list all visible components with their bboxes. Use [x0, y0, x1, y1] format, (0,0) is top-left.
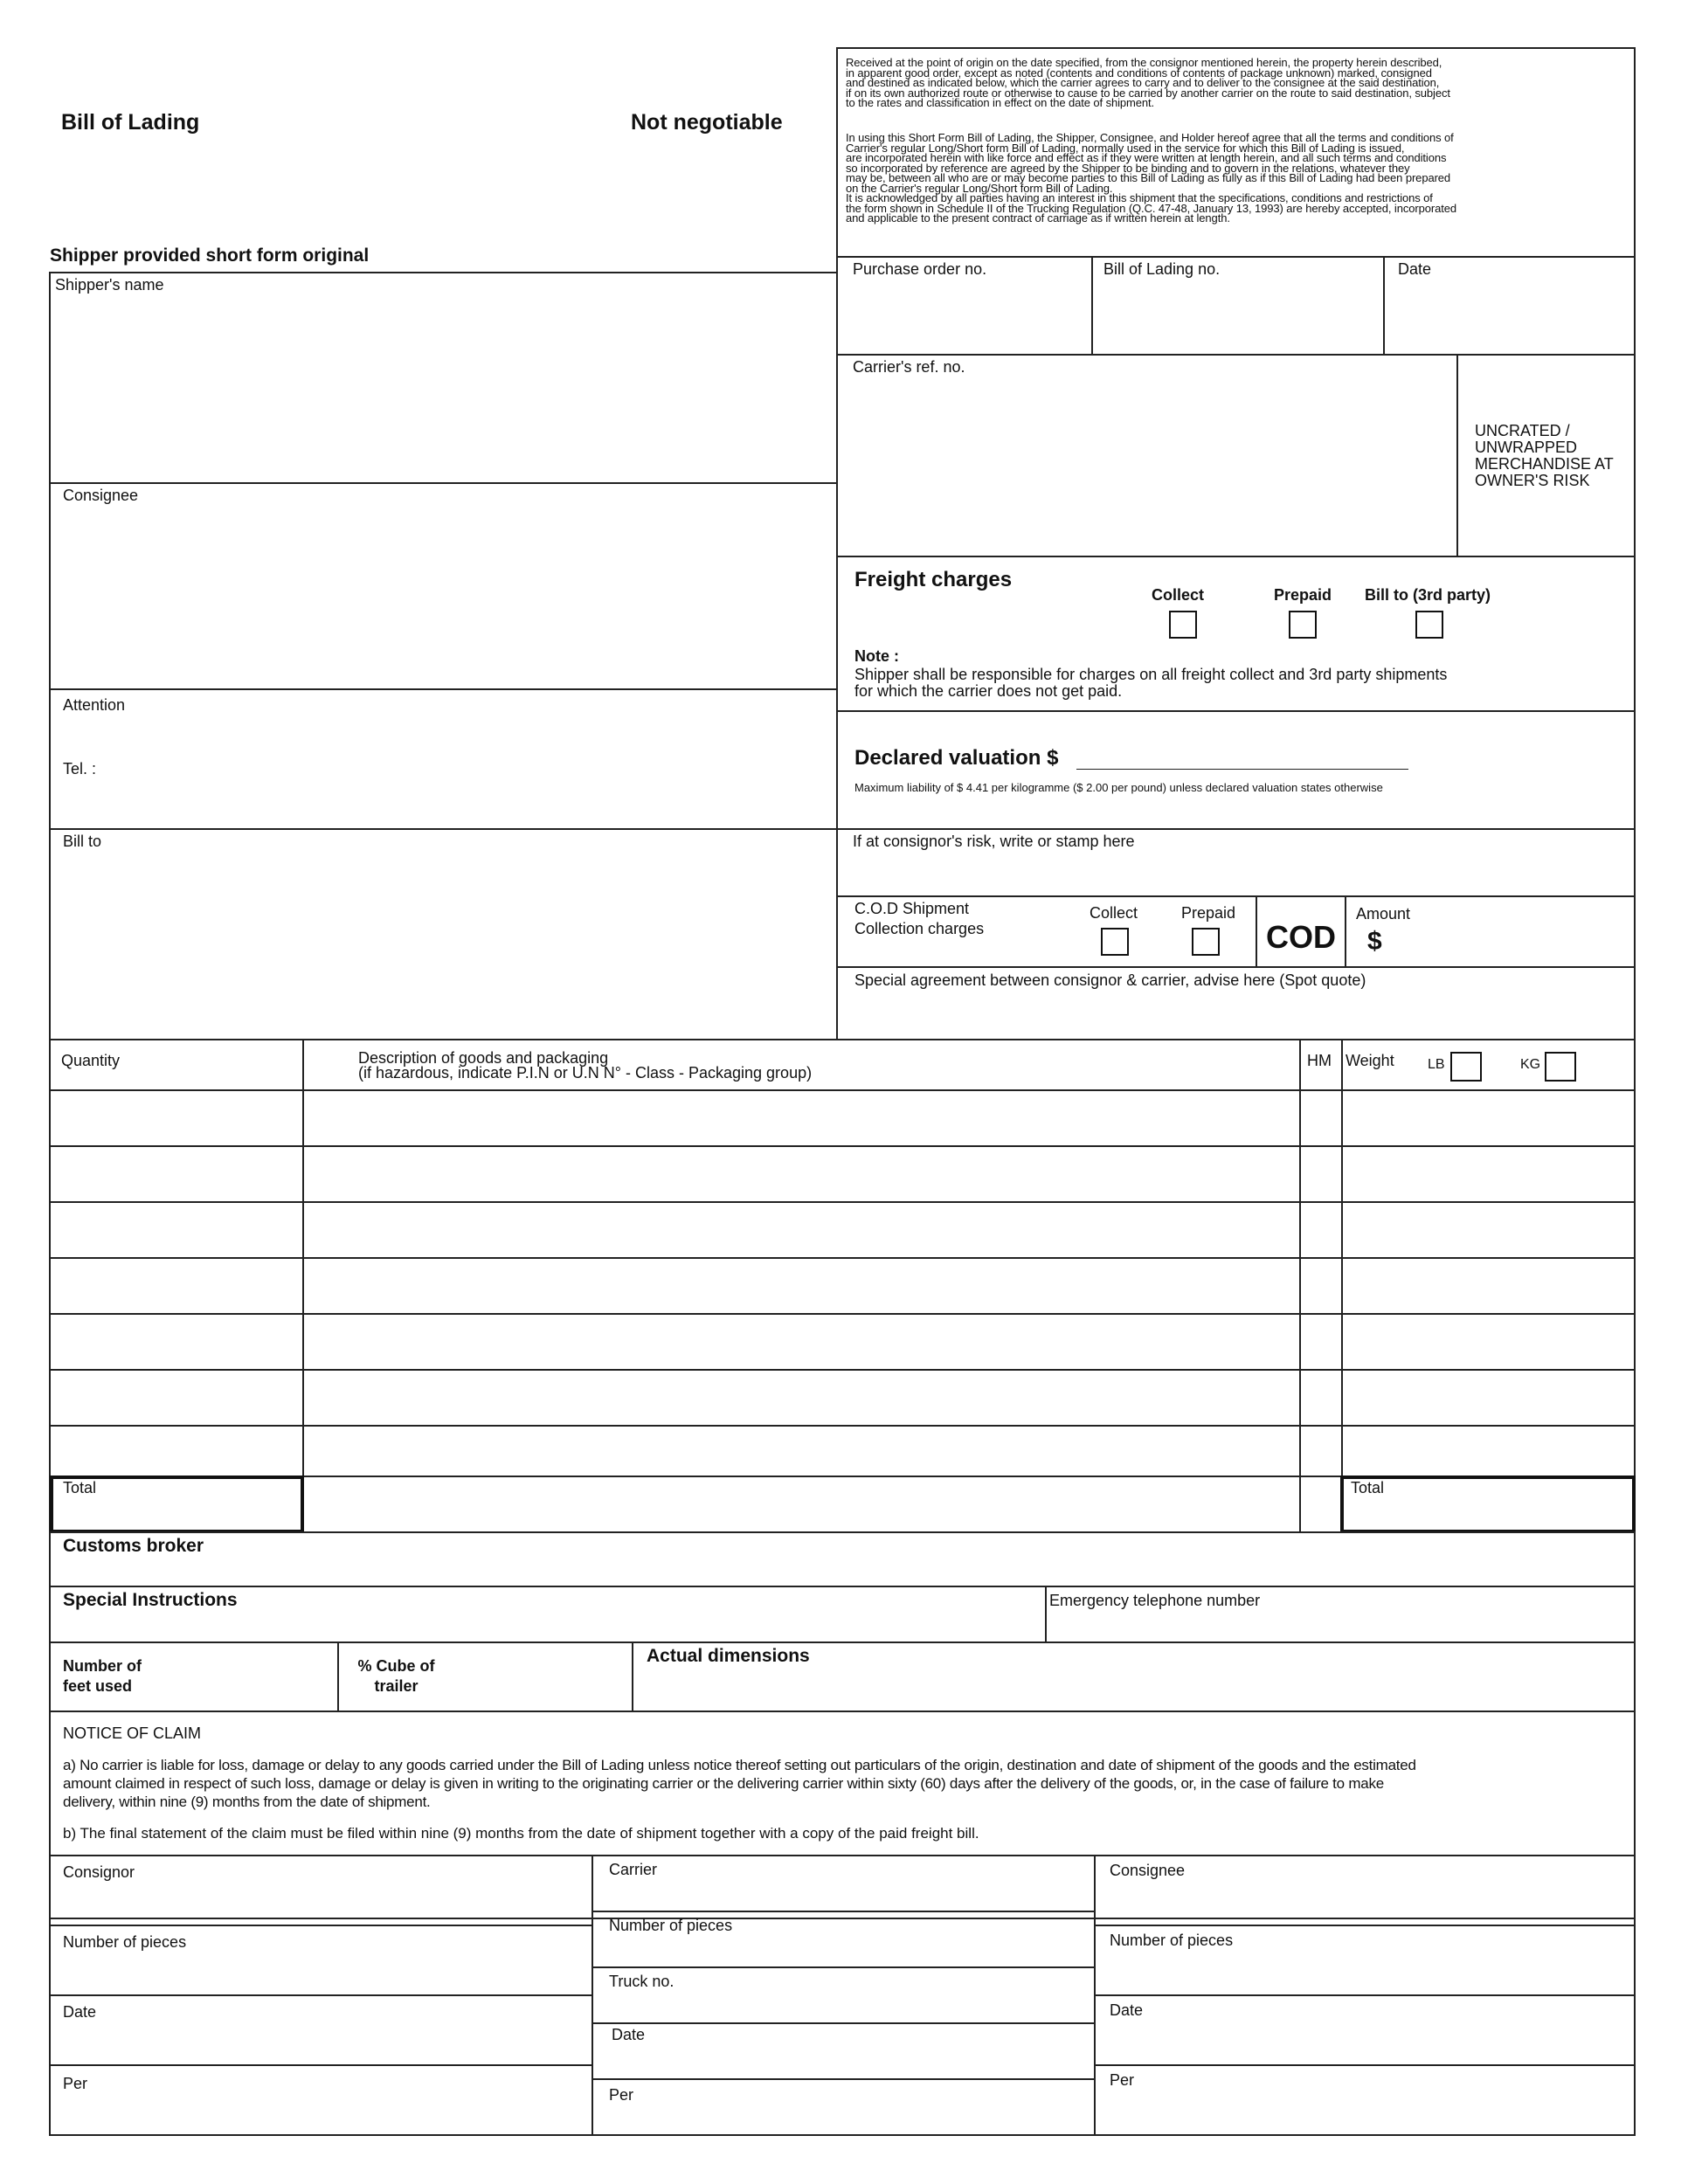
- quantity-cell[interactable]: [52, 1261, 299, 1310]
- not-negotiable-label: Not negotiable: [631, 110, 783, 135]
- divider: [1256, 895, 1257, 967]
- weight-cell[interactable]: [1345, 1372, 1631, 1421]
- divider: [49, 1994, 591, 1996]
- divider: [836, 710, 1636, 712]
- hm-cell[interactable]: [1303, 1317, 1338, 1365]
- weight-cell[interactable]: [1345, 1428, 1631, 1472]
- emergency-phone-field[interactable]: [1049, 1613, 1631, 1639]
- consignee-per-field[interactable]: [1097, 2093, 1631, 2132]
- uncrated-notice: UNCRATED / UNWRAPPED MERCHANDISE AT OWNER'S RISK: [1475, 422, 1614, 489]
- carrier-date-field[interactable]: [595, 2048, 1090, 2075]
- divider: [1341, 1039, 1343, 1533]
- carrier-pieces-field[interactable]: [595, 1938, 1090, 1963]
- description-header: Description of goods and packaging (if hazardous, indicate P.I.N or U.N N° - Class - Packaging group): [358, 1049, 813, 1082]
- quantity-cell[interactable]: [52, 1428, 299, 1472]
- weight-cell[interactable]: [1345, 1261, 1631, 1310]
- divider: [49, 482, 838, 484]
- divider: [1094, 2064, 1636, 2066]
- notice-paragraph-a: a) No carrier is liable for loss, damage or delay to any goods carried under the Bill of Lading unless notice thereof setting out particulars of the origin, destination and date of shipment of the goods and the estimated amount claimed in respect of such loss, damage or delay is given in writing to the originating carrier or the delivering carrier within sixty (60) days after the delivery of the goods, or, in the case of failure to make delivery, within nine (9) months from the date of shipment.: [63, 1757, 1416, 1810]
- quantity-cell[interactable]: [52, 1149, 299, 1198]
- divider: [836, 354, 1636, 356]
- amount-dollar-sign: $: [1367, 927, 1382, 956]
- freight-third-party-label: Bill to (3rd party): [1365, 586, 1491, 604]
- hm-cell[interactable]: [1303, 1372, 1338, 1421]
- cod-label: COD: [1266, 919, 1336, 955]
- consignor-per-field[interactable]: [52, 2097, 587, 2132]
- weight-cell[interactable]: [1345, 1093, 1631, 1142]
- total-weight-cell[interactable]: [1340, 1476, 1636, 1533]
- lb-label: LB: [1428, 1057, 1445, 1072]
- shippers-name-field[interactable]: [52, 297, 834, 479]
- consignee-per-label: Per: [1110, 2071, 1135, 2089]
- freight-third-party-checkbox[interactable]: [1415, 611, 1443, 639]
- freight-collect-checkbox[interactable]: [1169, 611, 1197, 639]
- divider: [49, 1089, 1636, 1091]
- consignee-date-field[interactable]: [1097, 2023, 1631, 2061]
- cod-prepaid-label: Prepaid: [1181, 904, 1236, 922]
- divider: [49, 1145, 1636, 1147]
- divider: [1094, 1994, 1636, 1996]
- description-cell[interactable]: [306, 1428, 1296, 1472]
- amount-field[interactable]: [1398, 924, 1630, 963]
- divider: [591, 2022, 1094, 2024]
- divider: [632, 1641, 633, 1711]
- amount-label: Amount: [1356, 905, 1411, 923]
- consignor-pieces-field[interactable]: [52, 1955, 587, 1991]
- tel-label: Tel. :: [63, 760, 97, 778]
- date-field[interactable]: [1387, 281, 1631, 351]
- hm-cell[interactable]: [1303, 1428, 1338, 1472]
- consignor-field[interactable]: [52, 1885, 587, 1921]
- divider: [49, 828, 838, 830]
- carrier-per-field[interactable]: [595, 2105, 1090, 2132]
- cube-trailer-field[interactable]: [454, 1645, 628, 1707]
- actual-dimensions-field[interactable]: [647, 1670, 1630, 1707]
- notice-title: NOTICE OF CLAIM: [63, 1724, 202, 1742]
- divider: [1456, 354, 1458, 556]
- bill-to-field[interactable]: [52, 856, 834, 1036]
- kg-label: KG: [1520, 1057, 1541, 1072]
- consignee-date-label: Date: [1110, 2001, 1144, 2019]
- divider: [591, 1911, 1094, 1912]
- freight-charges-heading: Freight charges: [854, 568, 1013, 591]
- date-label: Date: [1398, 260, 1432, 278]
- consignee-sign-label: Consignee: [1110, 1862, 1186, 1879]
- divider: [836, 895, 1636, 897]
- cod-shipment-label: C.O.D Shipment: [854, 900, 970, 917]
- carrier-pieces-label: Number of pieces: [609, 1917, 733, 1934]
- collection-charges-label: Collection charges: [854, 920, 985, 937]
- cod-collect-label: Collect: [1090, 904, 1138, 922]
- customs-broker-label: Customs broker: [63, 1536, 204, 1556]
- consignor-label: Consignor: [63, 1863, 135, 1881]
- divider: [591, 1855, 593, 2136]
- bill-to-label: Bill to: [63, 833, 102, 850]
- declared-valuation-label: Declared valuation $: [854, 746, 1059, 770]
- hm-cell[interactable]: [1303, 1149, 1338, 1198]
- consignee-sign-field[interactable]: [1097, 1883, 1631, 1921]
- divider: [49, 1641, 1636, 1643]
- consignor-risk-label: If at consignor's risk, write or stamp here: [853, 833, 1135, 850]
- consignor-pieces-label: Number of pieces: [63, 1933, 187, 1951]
- divider: [49, 1257, 1636, 1259]
- consignee-field[interactable]: [52, 508, 834, 685]
- attention-field[interactable]: [140, 695, 830, 824]
- max-liability-note: Maximum liability of $ 4.41 per kilogramme ($ 2.00 per pound) unless declared valuation states otherwise: [854, 781, 1383, 794]
- divider: [836, 556, 1636, 557]
- description-cell[interactable]: [306, 1317, 1296, 1365]
- declared-valuation-field[interactable]: [1076, 769, 1408, 770]
- divider: [1383, 256, 1385, 355]
- quantity-header: Quantity: [61, 1052, 121, 1069]
- special-instructions-field[interactable]: [288, 1589, 1040, 1638]
- divider: [49, 1586, 1636, 1587]
- kg-checkbox[interactable]: [1545, 1052, 1576, 1082]
- bill-of-lading-no-field[interactable]: [1095, 281, 1380, 351]
- divider: [1045, 1586, 1047, 1641]
- truck-no-field[interactable]: [595, 1994, 1090, 2019]
- cod-prepaid-checkbox[interactable]: [1192, 928, 1220, 956]
- special-agreement-field[interactable]: [841, 992, 1631, 1036]
- divider: [591, 1966, 1094, 1968]
- form-subtitle: Shipper provided short form original: [50, 245, 370, 266]
- consignor-risk-field[interactable]: [841, 854, 1631, 893]
- weight-header: Weight: [1346, 1052, 1394, 1069]
- divider: [836, 966, 1636, 968]
- special-agreement-label: Special agreement between consignor & carrier, advise here (Spot quote): [854, 971, 1366, 989]
- hm-cell[interactable]: [1303, 1261, 1338, 1310]
- consignor-date-field[interactable]: [52, 2025, 587, 2061]
- description-cell[interactable]: [306, 1205, 1296, 1254]
- note-text: Shipper shall be responsible for charges on all freight collect and 3rd party shipments for which the carrier does not get paid.: [854, 666, 1448, 700]
- total-left-label: Total: [63, 1479, 97, 1496]
- notice-paragraph-b: b) The final statement of the claim must be filed within nine (9) months from the date of shipment together with a copy of the paid freight bill.: [63, 1825, 979, 1842]
- carriers-ref-label: Carrier's ref. no.: [853, 358, 965, 376]
- freight-prepaid-label: Prepaid: [1274, 586, 1332, 604]
- carrier-label: Carrier: [609, 1861, 658, 1878]
- freight-collect-label: Collect: [1152, 586, 1205, 604]
- bill-of-lading-no-label: Bill of Lading no.: [1103, 260, 1221, 278]
- consignor-date-label: Date: [63, 2003, 97, 2021]
- divider: [1299, 1039, 1301, 1533]
- feet-used-label: Number of feet used: [63, 1657, 142, 1695]
- divider: [591, 2078, 1094, 2080]
- purchase-order-field[interactable]: [841, 281, 1087, 351]
- truck-no-label: Truck no.: [609, 1973, 675, 1990]
- divider: [49, 688, 838, 690]
- divider: [49, 1201, 1636, 1203]
- customs-broker-field[interactable]: [262, 1535, 1630, 1582]
- description-cell[interactable]: [306, 1149, 1296, 1198]
- lb-checkbox[interactable]: [1450, 1052, 1482, 1082]
- quantity-cell[interactable]: [52, 1317, 299, 1365]
- hm-cell[interactable]: [1303, 1205, 1338, 1254]
- quantity-cell[interactable]: [52, 1372, 299, 1421]
- actual-dimensions-label: Actual dimensions: [647, 1646, 810, 1666]
- divider: [1094, 1925, 1636, 1926]
- emergency-phone-label: Emergency telephone number: [1049, 1592, 1261, 1609]
- consignee-pieces-label: Number of pieces: [1110, 1932, 1234, 1949]
- quantity-cell[interactable]: [52, 1093, 299, 1142]
- quantity-cell[interactable]: [52, 1205, 299, 1254]
- carriers-ref-field[interactable]: [841, 379, 1452, 552]
- divider: [337, 1641, 339, 1711]
- divider: [49, 1313, 1636, 1315]
- hm-header: HM: [1307, 1052, 1332, 1069]
- cube-trailer-label: % Cube of trailer: [357, 1657, 435, 1695]
- consignee-pieces-field[interactable]: [1097, 1953, 1631, 1991]
- divider: [49, 1925, 591, 1926]
- purchase-order-label: Purchase order no.: [853, 260, 987, 278]
- divider: [1345, 895, 1346, 967]
- feet-used-field[interactable]: [183, 1645, 334, 1707]
- hm-cell[interactable]: [1303, 1093, 1338, 1142]
- divider: [49, 1369, 1636, 1371]
- cod-collect-checkbox[interactable]: [1101, 928, 1129, 956]
- divider: [49, 2064, 591, 2066]
- special-instructions-label: Special Instructions: [63, 1590, 238, 1610]
- divider: [1091, 256, 1093, 355]
- divider: [49, 1711, 1636, 1712]
- divider: [302, 1039, 304, 1533]
- description-cell[interactable]: [306, 1372, 1296, 1421]
- weight-cell[interactable]: [1345, 1149, 1631, 1198]
- divider: [836, 828, 1636, 830]
- document-title: Bill of Lading: [61, 110, 200, 135]
- weight-cell[interactable]: [1345, 1317, 1631, 1365]
- note-label: Note :: [854, 647, 899, 665]
- total-right-label: Total: [1351, 1479, 1385, 1496]
- consignee-label: Consignee: [63, 487, 139, 504]
- carrier-field[interactable]: [595, 1882, 1090, 1907]
- attention-label: Attention: [63, 696, 126, 714]
- description-cell[interactable]: [306, 1093, 1296, 1142]
- carrier-per-label: Per: [609, 2086, 634, 2104]
- terms-paragraph-1: Received at the point of origin on the date specified, from the consignor mentioned herein, the property herein described, in apparent good order, except as noted (contents and conditions of contents of package unknown) marked, consigned and destined as indicated below, which the carrier agrees to carry and to deliver to the consignee at the said destination, if on its own authorized route or otherwise to cause to be carried by another carrier on the route to said destination, subject to the rates and classification in effect on the date of shipment.: [846, 56, 1450, 109]
- carrier-date-label: Date: [612, 2026, 646, 2043]
- shippers-name-label: Shipper's name: [55, 276, 164, 294]
- consignor-per-label: Per: [63, 2075, 88, 2092]
- terms-paragraph-2: In using this Short Form Bill of Lading, the Shipper, Consignee, and Holder hereof agree that all the terms and conditions of Carrier's regular Long/Short form Bill of Lading, normally used in the service for which this Bill of Lading is issued, are incorporated herein with like force and effect as if they were written at length herein, and all such terms and conditions so incorporated by reference are agreed by the Shipper to be binding and to govern in the relations, whatever they may be, between all who are or may become parties to this Bill of Lading as fully as if this Bill of Lading had been prepared on the Carrier's regular Long/Short form Bill of Lading. It is acknowledged by all parties having an interest in this shipment that the specifications, conditions and restrictions of the form shown in Schedule II of the Trucking Regulation (Q.C. 47-48, January 13, 1993) are hereby accepted, incorporated and applicable to the present contract of carriage as if written herein at length.: [846, 131, 1456, 225]
- weight-cell[interactable]: [1345, 1205, 1631, 1254]
- freight-prepaid-checkbox[interactable]: [1289, 611, 1317, 639]
- divider: [49, 1425, 1636, 1427]
- description-cell[interactable]: [306, 1261, 1296, 1310]
